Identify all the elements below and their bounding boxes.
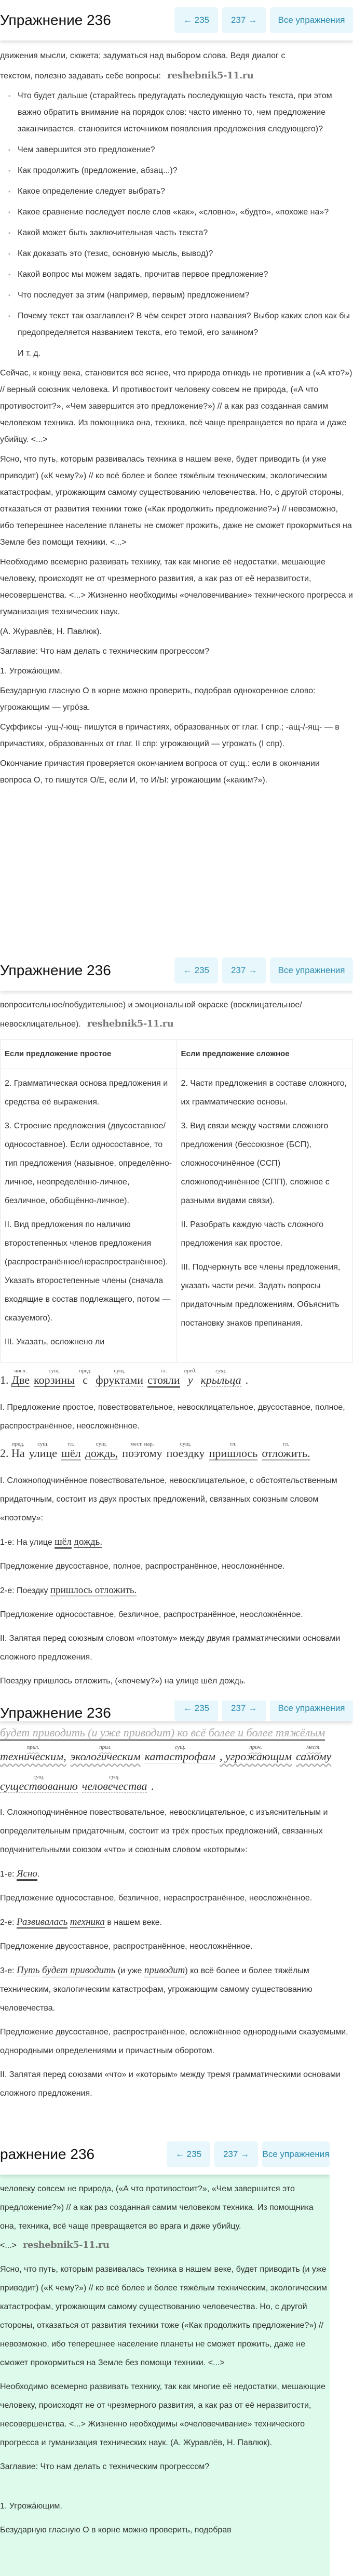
page-title: ражнение 236 — [0, 2146, 95, 2162]
answer: Окончание причастия проверяется окончанием вопроса от сущ.: если в окончании вопроса О, то пишутся О/Е, если И, то И/Ы: угрожающим («каким?»). — [0, 759, 320, 785]
next-exercise-button[interactable]: 237 → — [222, 957, 266, 983]
next-exercise-button[interactable]: 237 → — [214, 2141, 258, 2167]
next-exercise-button[interactable]: 237 → — [222, 1701, 266, 1721]
word: мест. самому — [296, 1744, 332, 1763]
answer: 1. Угрожáющим. — [0, 2502, 62, 2511]
question-list — [0, 88, 353, 341]
page-title: Упражнение 236 — [0, 1705, 111, 1721]
word: сущ. крыльца — [200, 1368, 241, 1386]
exercise-header — [0, 950, 353, 991]
watermark: reshebnik5-11.ru — [167, 70, 254, 81]
word: сущ. улице — [29, 1441, 57, 1460]
word: числ. Две — [11, 1368, 30, 1386]
parsed-sentence-1 — [0, 1368, 353, 1388]
word: гл. шёл — [61, 1441, 81, 1461]
word: прич. , угрожающим — [219, 1744, 292, 1763]
cell-text: II. Вид предложения по наличию второстепенных членов предложения (распространённое/нераспространённое). Указать второстепенные члены (сначала входящие в состав подлежащего, потом — сказуемого). — [5, 1220, 171, 1323]
analysis-text: Предложение двусоставное, распространённое, неосложнённое. — [0, 1942, 253, 1951]
word: пред. На — [11, 1441, 25, 1460]
prev-exercise-button[interactable]: ← 235 — [174, 7, 218, 33]
word: мест. нар. поэтому — [122, 1441, 162, 1460]
intro-wrap — [0, 996, 353, 1034]
cut-off-line: будет приводить (и уже приводит) ко всё более и более тяжёлым — [0, 1727, 353, 1739]
analysis-text: II. Запятая перед союзным словом «поэтому» между двумя грамматическими основами сложного предложения. — [0, 1634, 341, 1662]
list-item: • Какое сравнение последует после слов «как», «словно», «будто», «похоже на»? — [18, 204, 353, 221]
word: прил. техническим, — [0, 1744, 66, 1763]
word: сущ. дождь, — [85, 1441, 118, 1460]
analysis-text: I. Сложноподчинённое повествовательное, невосклицательное, с изъяснительным и определительным придаточным, состоит из трёх простых предложений, связанных подчинительными союзом «что» и союзным словом «которым»: — [0, 1808, 328, 1854]
pos-label: сущ. — [215, 1368, 226, 1374]
text-paragraph: Необходимо всемерно развивать технику, так как многие её недостатки, мешающие человеку, происходят не от чрезмерного развития, а как раз от её неразвитости, несовершенства. <...> Жизненно необходимы «очеловечивание» технического прогресса и гуманизация технических наук. (А. Журавлёв, Н. Павлюк). — [0, 2382, 325, 2447]
screen-section-1 — [0, 0, 353, 950]
part-1: 1-е: Ясно. — [0, 1865, 353, 1884]
author: (А. Журавлёв, Н. Павлюк). — [0, 627, 102, 636]
part-3: 3-е: Путь будет приводить (и уже приводит) ко всё более и более тяжёлым техническим, экологическим катастрофам, угрожающим самому существованию человечества. — [0, 1965, 313, 2013]
table-header: Если предложение сложное — [177, 1040, 353, 1069]
part-2: 2-е: Поездку пришлось отложить. — [0, 1581, 353, 1600]
title-answer: Заглавие: Что нам делать с техническим прогрессом? — [0, 647, 210, 656]
pos-label: пред. — [78, 1368, 92, 1374]
cell-text: 2. Грамматическая основа предложения и средства её выражения. — [5, 1079, 168, 1107]
list-item: • Какой может быть заключительная часть текста? — [18, 225, 353, 241]
text-paragraph: Необходимо всемерно развивать технику, так как многие её недостатки, мешающие человеку, происходят не от чрезмерного развития, а как раз от её неразвитости, несовершенства. <...> Жизненно необходимы «очеловечивание» технического прогресса и гуманизация технических наук. — [0, 558, 353, 616]
word: сущ. фруктами — [96, 1368, 144, 1386]
analysis-text: Предложение двусоставное, распространённое, осложнённое однородными сказуемыми, однородными определениями и причастным оборотом. — [0, 2028, 348, 2055]
answer: Безударную гласную О в корне можно проверить, подобрав — [0, 2526, 232, 2534]
watermark: reshebnik5-11.ru — [87, 1018, 174, 1029]
watermark: reshebnik5-11.ru — [23, 2240, 110, 2250]
exercise-header — [0, 1701, 353, 1721]
intro-line: движения мысли, сюжета; задуматься над выбором слова. Ведя диалог с — [0, 51, 286, 60]
word: сущ. человечества — [82, 1774, 147, 1792]
screen-section-3 — [0, 1701, 353, 2134]
analysis-text: Предложение двусоставное, полное, распространённое, неосложнённое. — [0, 1562, 285, 1571]
word: гл. стояли — [147, 1368, 180, 1388]
list-item: • Что будет дальше (старайтесь предугадать последующую часть текста, при этом важно обратить внимание на порядок слов: часто именно то, чем предложение заканчивается, становится источником появления предложения следующего)? — [18, 88, 353, 138]
all-exercises-button[interactable]: Все упражнения — [270, 1701, 353, 1721]
text-paragraph: человеку совсем не природа, («А что противостоит?», «Чем завершится это предложение?») // а как раз созданная самим человеком техника. Из помощника она, техника, всё чаще превращается во врага и даже убийцу. <...> — [0, 2184, 314, 2250]
table-header: Если предложение простое — [1, 1040, 177, 1069]
prev-exercise-button[interactable]: ← 235 — [174, 1701, 218, 1721]
etc: И т. д. — [18, 349, 41, 358]
text-paragraph: Ясно, что путь, которым развивалась техника в нашем веке, будет приводить (и уже приводит) («К чему?») // ко всё более и более тяжёлым техническим, экологическим катастрофам, угрожающим самому существованию человечества. Но, с другой стороны, отказаться от развития техники тоже («Как продолжить предложение?») // невозможно, ибо теперешнее население планеты не сможет прожить, даже не сможет прокормиться на Земле без помощи техники. <...> — [0, 455, 352, 547]
part-2: 2-е: Развивалась техника в нашем веке. — [0, 1913, 353, 1932]
cell-text: 3. Строение предложения (двусоставное/односоставное). Если односоставное, то тип предложения (назывное, определённо-личное, неопределённо-личное, безличное, обобщённо-личное). — [5, 1122, 172, 1205]
word: прил. экологическим — [70, 1744, 141, 1763]
cell-text: 2. Части предложения в составе сложного, их грамматические основы. — [181, 1079, 347, 1107]
pos-label: пред. — [184, 1368, 197, 1374]
analysis-text: I. Сложноподчинённое повествовательное, невосклицательное, с обстоятельственным придаточным, состоит из двух простых предложений, связанных союзным словом «поэтому»: — [0, 1476, 337, 1522]
prev-exercise-button[interactable]: ← 235 — [167, 2141, 210, 2167]
sentence-number: 1. — [0, 1373, 9, 1386]
all-exercises-button[interactable]: Все упражнения — [270, 7, 353, 33]
text-paragraph: Ясно, что путь, которым развивалась техника в нашем веке, будет приводить (и уже приводит) («К чему?») // ко всё более и более тяжёлым техническим, экологическим катастрофам, угрожающим самому существованию человечества. Но, с другой стороны, отказаться от развития техники тоже («Как продолжить предложение?») // невозможно, ибо теперешнее население планеты не сможет прожить, даже не сможет прокормиться на Земле без помощи техники. <...> — [0, 2265, 327, 2367]
analysis-text: Предложение односоставное, безличное, нераспространённое, неосложнённое. — [0, 1894, 313, 1903]
cell-text: III. Указать, осложнено ли — [5, 1338, 105, 1346]
word: сущ. существованию — [0, 1774, 78, 1792]
list-item: • Как доказать это (тезис, основную мысль, вывод)? — [18, 246, 353, 262]
all-exercises-button[interactable]: Все упражнения — [262, 2141, 330, 2167]
word: гл. отложить. — [262, 1441, 310, 1461]
word: пред. у — [184, 1368, 197, 1386]
page-title: Упражнение 236 — [0, 962, 111, 978]
answer: Безударную гласную О в корне можно проверить, подобрав однокоренное слово: угрожающим — угрóза. — [0, 686, 316, 712]
word: пред. с — [78, 1368, 92, 1386]
word: сущ. катастрофам — [144, 1744, 215, 1763]
word: сущ. поездку — [166, 1441, 205, 1460]
prev-exercise-button[interactable]: ← 235 — [174, 957, 218, 983]
answer: 1. Угрожáющим. — [0, 667, 62, 676]
cell-text: II. Разобрать каждую часть сложного предложения как простое. — [181, 1220, 324, 1248]
exercise-header — [0, 0, 353, 41]
word: . — [151, 1779, 154, 1792]
list-item: • Чем завершится это предложение? — [18, 142, 353, 158]
list-item: • Как продолжить (предложение, абзац...)? — [18, 163, 353, 179]
parsed-line — [0, 1774, 353, 1793]
text-paragraph: Сейчас, к концу века, становится всё яснее, что природа отнюдь не противник а («А кто?») // верный союзник человека. И противостоит человеку совсем не природа, («А что противостоит?», «Чем завершится это предложение?») // а как раз созданная самим человеком техника. Из помощника она, техника, всё чаще превращается во врага и даже убийцу. <...> — [0, 369, 352, 444]
answer: Суффиксы -ущ-/-ющ- пишутся в причастиях, образованных от глаг. I спр.; -ащ-/-ящ- — в причастиях, образованных от глаг. II спр: угрожающий — угрожать (I спр). — [0, 723, 340, 748]
screen-section-2 — [0, 950, 353, 1701]
cell-text: III. Подчеркнуть все члены предложения, указать части речи. Задать вопросы придаточным предложениям. Объяснить постановку знаков препинания. — [181, 1263, 341, 1328]
analysis-text: II. Запятая перед союзами «что» и «которым» между тремя грамматическими основами сложного предложения. — [0, 2070, 341, 2098]
intro-line-wrap — [0, 68, 353, 85]
next-exercise-button[interactable]: 237 → — [222, 7, 266, 33]
screen-section-4 — [0, 2134, 330, 2576]
pos-label: сущ. — [48, 1368, 60, 1374]
all-exercises-button[interactable]: Все упражнения — [270, 957, 353, 983]
pos-label: гл. — [160, 1368, 167, 1374]
word: . — [245, 1373, 249, 1386]
page-title: Упражнение 236 — [0, 12, 111, 28]
analysis-text: I. Предложение простое, повествовательное, невосклицательное, двусоставное, полное, распространённое, неосложнённое. — [0, 1403, 345, 1431]
list-item: • Какой вопрос мы можем задать, прочитав первое предложение? — [18, 266, 353, 283]
title-answer: Заглавие: Что нам делать с техническим прогрессом? — [0, 2462, 210, 2471]
table-cell — [1, 1069, 177, 1363]
word: гл. пришлось — [209, 1441, 258, 1461]
cell-text: 3. Вид связи между частями сложного предложения (бессоюзное (БСП), сложносочинённое (ССП) сложноподчинённое (СПП), сложное с разными видами связи). — [181, 1122, 330, 1205]
exercise-header — [0, 2134, 330, 2175]
text-paragraph-wrap — [0, 2180, 330, 2255]
parsing-table — [0, 1039, 353, 1363]
analysis-text: Предложение односоставное, безличное, распространённое, неосложнённое. — [0, 1610, 303, 1619]
list-item: • Какое определение следует выбрать? — [18, 183, 353, 200]
list-item: • Что последует за этим (например, первым) предложением? — [18, 287, 353, 304]
parsed-sentence-2 — [0, 1441, 353, 1461]
parsed-line — [0, 1744, 353, 1763]
intro-text: вопросительное/побудительное) и эмоциональной окраске (восклицательное/невосклицательное). — [0, 1001, 302, 1029]
pos-label: числ. — [14, 1368, 27, 1374]
list-item: • Почему текст так озаглавлен? В чём секрет этого названия? Выбор каких слов как бы предопределяется названием текста, его темой, его зачином? — [18, 308, 353, 341]
analysis-text: Поездку пришлось отложить, («почему?») на улице шёл дождь. — [0, 1677, 246, 1685]
sentence-number: 2. — [0, 1447, 9, 1460]
intro-line: текстом, полезно задавать себе вопросы: — [0, 72, 161, 80]
word: сущ. корзины — [34, 1368, 75, 1386]
table-cell — [177, 1069, 353, 1363]
part-1: 1-е: На улице шёл дождь. — [0, 1533, 353, 1552]
pos-label: сущ. — [114, 1368, 125, 1374]
